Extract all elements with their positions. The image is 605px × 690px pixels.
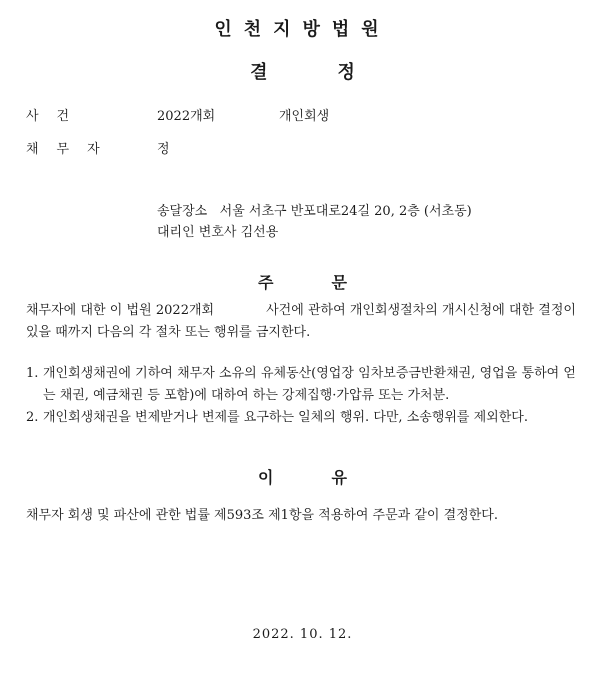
- service-address-line: [157, 200, 472, 219]
- order-item: [26, 363, 576, 407]
- service-address-label: 송달장소: [157, 204, 208, 219]
- decision-date: 2022. 10. 12.: [252, 627, 353, 642]
- order-item-text: 개인회생채권에 기하여 채무자 소유의 유체동산(영업장 임차보증금반환채권, 영업을 통하여 얻는 채권, 예금채권 등 포함)에 대하여 하는 강제집행·가압류 또는 가처분.: [43, 366, 576, 403]
- representative-line: [157, 221, 278, 240]
- order-items: [26, 363, 576, 429]
- service-address-value: 서울 서초구 반포대로24길 20, 2층 (서초동): [219, 204, 472, 219]
- reason-title: 이유: [258, 468, 405, 487]
- case-label: 사건: [26, 109, 88, 124]
- reason-text: 채무자 회생 및 파산에 관한 법률 제593조 제1항을 적용하여 주문과 같이 결정한다.: [26, 508, 498, 523]
- case-name: 개인회생: [279, 109, 330, 124]
- order-item-text: 개인회생채권을 변제받거나 변제를 요구하는 일체의 행위. 다만, 소송행위를 제외한다.: [43, 410, 528, 425]
- order-intro-part1: 채무자에 대한 이 법원 2022개회: [26, 303, 215, 318]
- order-intro-part2: 사건에 관하여 개인회생절차의 개시신청에 대한 결정이 있을 때까지 다음의 각 절차 또는 행위를 금지한다.: [26, 303, 576, 340]
- debtor-name: 정: [157, 142, 170, 157]
- order-item: [26, 407, 576, 429]
- order-title: 주문: [258, 273, 405, 292]
- case-number: 2022개회: [157, 109, 216, 124]
- order-intro: [26, 300, 576, 344]
- court-name: 인천지방법원: [214, 19, 391, 40]
- order-item-number: 2.: [26, 410, 39, 425]
- document-type-title: 결정: [250, 62, 425, 83]
- representative-label: 대리인 변호사: [157, 225, 237, 240]
- order-item-number: 1.: [26, 366, 39, 381]
- representative-name: 김선용: [240, 225, 279, 240]
- debtor-label: 채무자: [26, 142, 118, 157]
